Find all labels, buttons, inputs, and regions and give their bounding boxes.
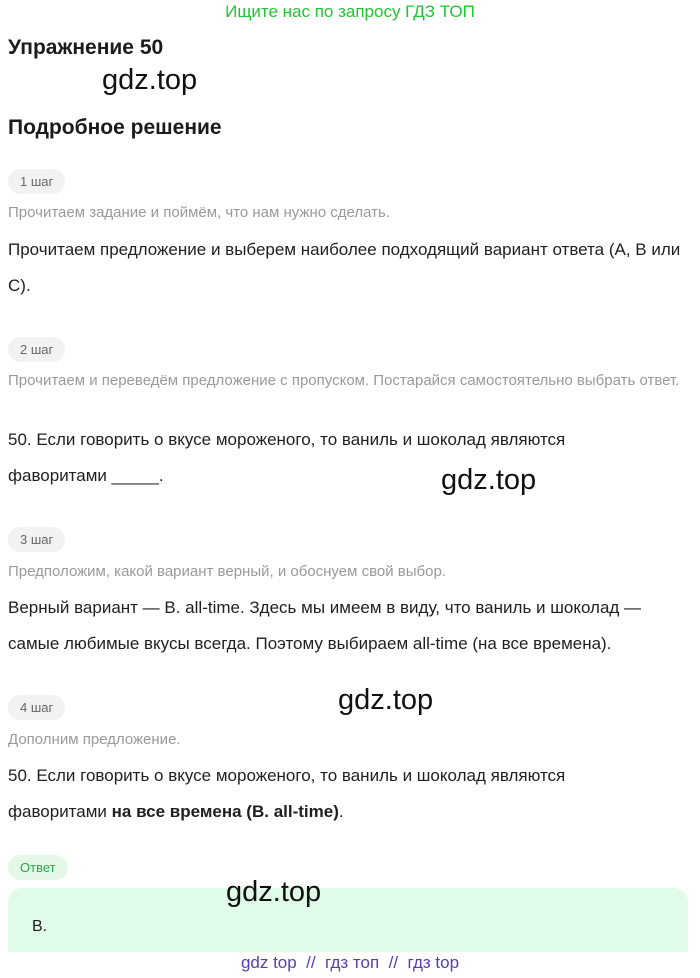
page-title: Упражнение 50 (8, 36, 164, 59)
section-title: Подробное решение (8, 116, 222, 139)
answer-badge: Ответ (8, 855, 68, 880)
step-3-text: Верный вариант — B. all-time. Здесь мы имеем в виду, что ваниль и шоколад — самые любимые вкусы всегда. Поэтому выбираем all-time (на все времена). (8, 598, 642, 653)
step-2-text: 50. Если говорить о вкусе мороженого, то ваниль и шоколад являются фаворитами _____. (8, 430, 566, 485)
step-1-text: Прочитаем предложение и выберем наиболее подходящий вариант ответа (A, B или C). (8, 240, 681, 295)
answer-box (8, 888, 688, 952)
step-4-hint: Дополним предложение. (8, 731, 181, 748)
watermark: gdz.top (102, 64, 198, 96)
watermark: gdz.top (226, 876, 322, 908)
step-4-text-end: . (338, 802, 344, 821)
step-4-text-bold: на все времена (B. all-time) (111, 802, 339, 821)
step-1-badge: 1 шаг (8, 169, 65, 194)
step-1-hint: Прочитаем задание и поймём, что нам нужно сделать. (8, 204, 391, 221)
step-4-text-start: 50. Если говорить о вкусе мороженого, то ваниль и шоколад являются фаворитами (8, 766, 566, 821)
step-4-text (8, 758, 628, 830)
step-3-hint: Предположим, какой вариант верный, и обоснуем свой выбор. (8, 563, 446, 580)
watermark: gdz.top (338, 684, 434, 716)
promo-banner[interactable]: Ищите нас по запросу ГДЗ ТОП (225, 2, 475, 21)
step-2-badge: 2 шаг (8, 337, 65, 362)
step-3-badge: 3 шаг (8, 527, 65, 552)
watermark: gdz.top (441, 464, 537, 496)
footer-links[interactable]: gdz top // гдз топ // гдз top (240, 953, 460, 972)
step-2-hint: Прочитаем и переведём предложение с пропуском. Постарайся самостоятельно выбрать ответ. (8, 372, 680, 389)
step-4-badge: 4 шаг (8, 695, 65, 720)
answer-text: B. (32, 918, 48, 935)
